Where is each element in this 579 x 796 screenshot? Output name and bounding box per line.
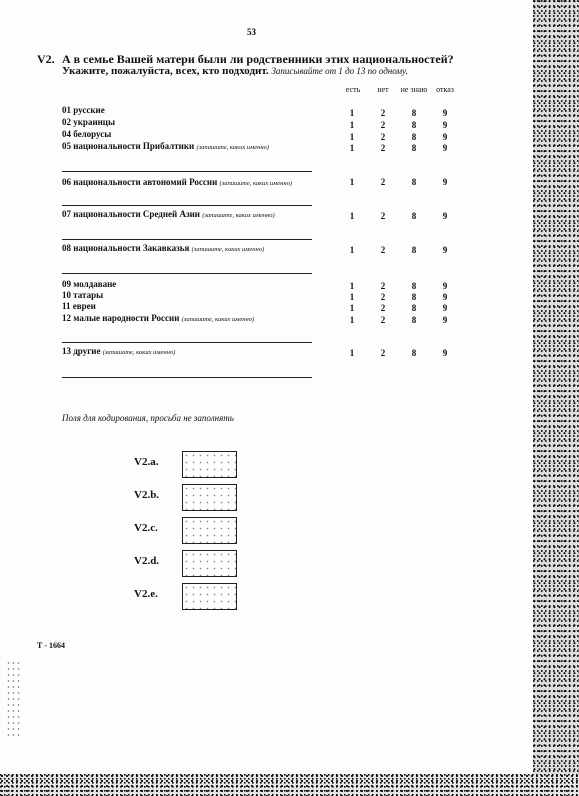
coding-label-d: V2.d. — [134, 555, 160, 567]
question-recording-note: Записывайте от 1 до 13 по одному. — [271, 66, 408, 76]
answer-code-refused[interactable]: 9 — [442, 108, 448, 118]
answer-code-refused[interactable]: 9 — [442, 143, 448, 153]
answer-code-yes[interactable]: 1 — [349, 245, 355, 255]
question-text-line1: А в семье Вашей матери были ли родственники этих национальностей? — [62, 52, 454, 66]
answer-code-yes[interactable]: 1 — [349, 211, 355, 221]
write-in-line[interactable] — [62, 342, 312, 343]
column-header-dont-know: не знаю — [400, 85, 428, 94]
scan-noise-bottom — [0, 774, 579, 796]
answer-code-refused[interactable]: 9 — [442, 303, 448, 313]
option-label: русские — [73, 105, 105, 115]
option-label: национальности автономий России — [73, 177, 218, 187]
answer-code-refused[interactable]: 9 — [442, 281, 448, 291]
answer-code-no[interactable]: 2 — [380, 315, 386, 325]
option-row — [62, 313, 254, 323]
answer-code-no[interactable]: 2 — [380, 108, 386, 118]
answer-code-dont-know[interactable]: 8 — [411, 211, 417, 221]
option-note: (запишите, каких именно) — [102, 349, 176, 356]
question-instruction: Укажите, пожалуйста, всех, кто подходит. — [62, 65, 269, 77]
option-note: (запишите, каких именно) — [219, 180, 293, 187]
write-in-line[interactable] — [62, 205, 312, 206]
option-code: 12 — [62, 313, 71, 323]
option-row — [62, 129, 111, 139]
column-header-yes: есть — [345, 85, 361, 94]
coding-box-d[interactable] — [182, 550, 237, 577]
answer-code-refused[interactable]: 9 — [442, 177, 448, 187]
option-row — [62, 279, 116, 289]
option-label: украинцы — [73, 117, 116, 127]
option-label: татары — [73, 290, 104, 300]
option-code: 02 — [62, 117, 71, 127]
coding-label-c: V2.c. — [134, 522, 158, 534]
answer-code-no[interactable]: 2 — [380, 281, 386, 291]
option-note: (запишите, каких именно) — [181, 316, 255, 323]
option-label: малые народности России — [73, 313, 180, 323]
answer-code-dont-know[interactable]: 8 — [411, 132, 417, 142]
answer-code-no[interactable]: 2 — [380, 143, 386, 153]
answer-code-no[interactable]: 2 — [380, 132, 386, 142]
answer-code-refused[interactable]: 9 — [442, 132, 448, 142]
option-code: 13 — [62, 346, 71, 356]
coding-box-c[interactable] — [182, 517, 237, 544]
answer-code-no[interactable]: 2 — [380, 303, 386, 313]
answer-code-refused[interactable]: 9 — [442, 245, 448, 255]
answer-code-dont-know[interactable]: 8 — [411, 245, 417, 255]
scan-noise-left — [6, 660, 20, 740]
answer-code-yes[interactable]: 1 — [349, 315, 355, 325]
column-header-no: нет — [377, 85, 389, 94]
answer-code-yes[interactable]: 1 — [349, 303, 355, 313]
coding-label-e: V2.e. — [134, 588, 158, 600]
page-number: 53 — [247, 27, 256, 37]
answer-code-no[interactable]: 2 — [380, 120, 386, 130]
answer-code-dont-know[interactable]: 8 — [411, 143, 417, 153]
answer-code-refused[interactable]: 9 — [442, 315, 448, 325]
option-label: национальности Средней Азии — [73, 209, 200, 219]
answer-code-refused[interactable]: 9 — [442, 292, 448, 302]
write-in-line[interactable] — [62, 273, 312, 274]
coding-label-a: V2.a. — [134, 456, 159, 468]
coding-box-b[interactable] — [182, 484, 237, 511]
option-code: 05 — [62, 141, 71, 151]
answer-code-yes[interactable]: 1 — [349, 143, 355, 153]
option-row — [62, 177, 292, 187]
option-row — [62, 117, 115, 127]
answer-code-no[interactable]: 2 — [380, 348, 386, 358]
option-label: молдаване — [73, 279, 117, 289]
scan-noise-right — [533, 0, 579, 796]
answer-code-dont-know[interactable]: 8 — [411, 108, 417, 118]
option-row — [62, 346, 175, 356]
option-note: (запишите, каких именно) — [202, 212, 275, 219]
answer-code-refused[interactable]: 9 — [442, 120, 448, 130]
option-code: 10 — [62, 290, 71, 300]
option-note: (запишите, каких именно) — [196, 144, 269, 151]
option-label: белорусы — [73, 129, 112, 139]
answer-code-refused[interactable]: 9 — [442, 348, 448, 358]
question-code: V2. — [37, 52, 55, 66]
answer-code-no[interactable]: 2 — [380, 292, 386, 302]
option-label: евреи — [72, 301, 96, 311]
answer-code-yes[interactable]: 1 — [349, 120, 355, 130]
answer-code-yes[interactable]: 1 — [349, 108, 355, 118]
coding-note: Поля для кодирования, просьба не заполнять — [62, 413, 234, 423]
option-row — [62, 105, 105, 115]
option-code: 09 — [62, 279, 71, 289]
question-text-line2 — [62, 65, 408, 77]
answer-code-no[interactable]: 2 — [380, 177, 386, 187]
coding-box-e[interactable] — [182, 583, 237, 610]
option-code: 08 — [62, 243, 71, 253]
write-in-line[interactable] — [62, 171, 312, 172]
option-label: национальности Прибалтики — [73, 141, 195, 151]
answer-code-no[interactable]: 2 — [380, 211, 386, 221]
answer-code-yes[interactable]: 1 — [349, 292, 355, 302]
option-label: другие — [73, 346, 101, 356]
option-row — [62, 141, 269, 151]
option-code: 11 — [62, 301, 71, 311]
coding-label-b: V2.b. — [134, 489, 160, 501]
column-header-refused: отказ — [436, 85, 454, 94]
answer-code-yes[interactable]: 1 — [349, 348, 355, 358]
form-id: Т - 1664 — [37, 641, 65, 650]
write-in-line[interactable] — [62, 239, 312, 240]
option-note: (запишите, каких именно) — [191, 246, 265, 253]
option-row — [62, 243, 264, 253]
option-code: 04 — [62, 129, 71, 139]
answer-code-yes[interactable]: 1 — [349, 132, 355, 142]
answer-code-dont-know[interactable]: 8 — [411, 303, 417, 313]
answer-code-no[interactable]: 2 — [380, 245, 386, 255]
answer-code-refused[interactable]: 9 — [442, 211, 448, 221]
coding-box-a[interactable] — [182, 451, 237, 478]
option-row — [62, 209, 275, 219]
answer-code-dont-know[interactable]: 8 — [411, 281, 417, 291]
option-code: 07 — [62, 209, 71, 219]
option-row — [62, 301, 96, 311]
option-code: 01 — [62, 105, 71, 115]
option-code: 06 — [62, 177, 71, 187]
answer-code-dont-know[interactable]: 8 — [411, 315, 417, 325]
option-row — [62, 290, 103, 300]
answer-code-dont-know[interactable]: 8 — [411, 348, 417, 358]
write-in-line[interactable] — [62, 377, 312, 378]
answer-code-dont-know[interactable]: 8 — [411, 120, 417, 130]
option-label: национальности Закавказья — [73, 243, 190, 253]
answer-code-yes[interactable]: 1 — [349, 177, 355, 187]
answer-code-dont-know[interactable]: 8 — [411, 292, 417, 302]
answer-code-dont-know[interactable]: 8 — [411, 177, 417, 187]
answer-code-yes[interactable]: 1 — [349, 281, 355, 291]
